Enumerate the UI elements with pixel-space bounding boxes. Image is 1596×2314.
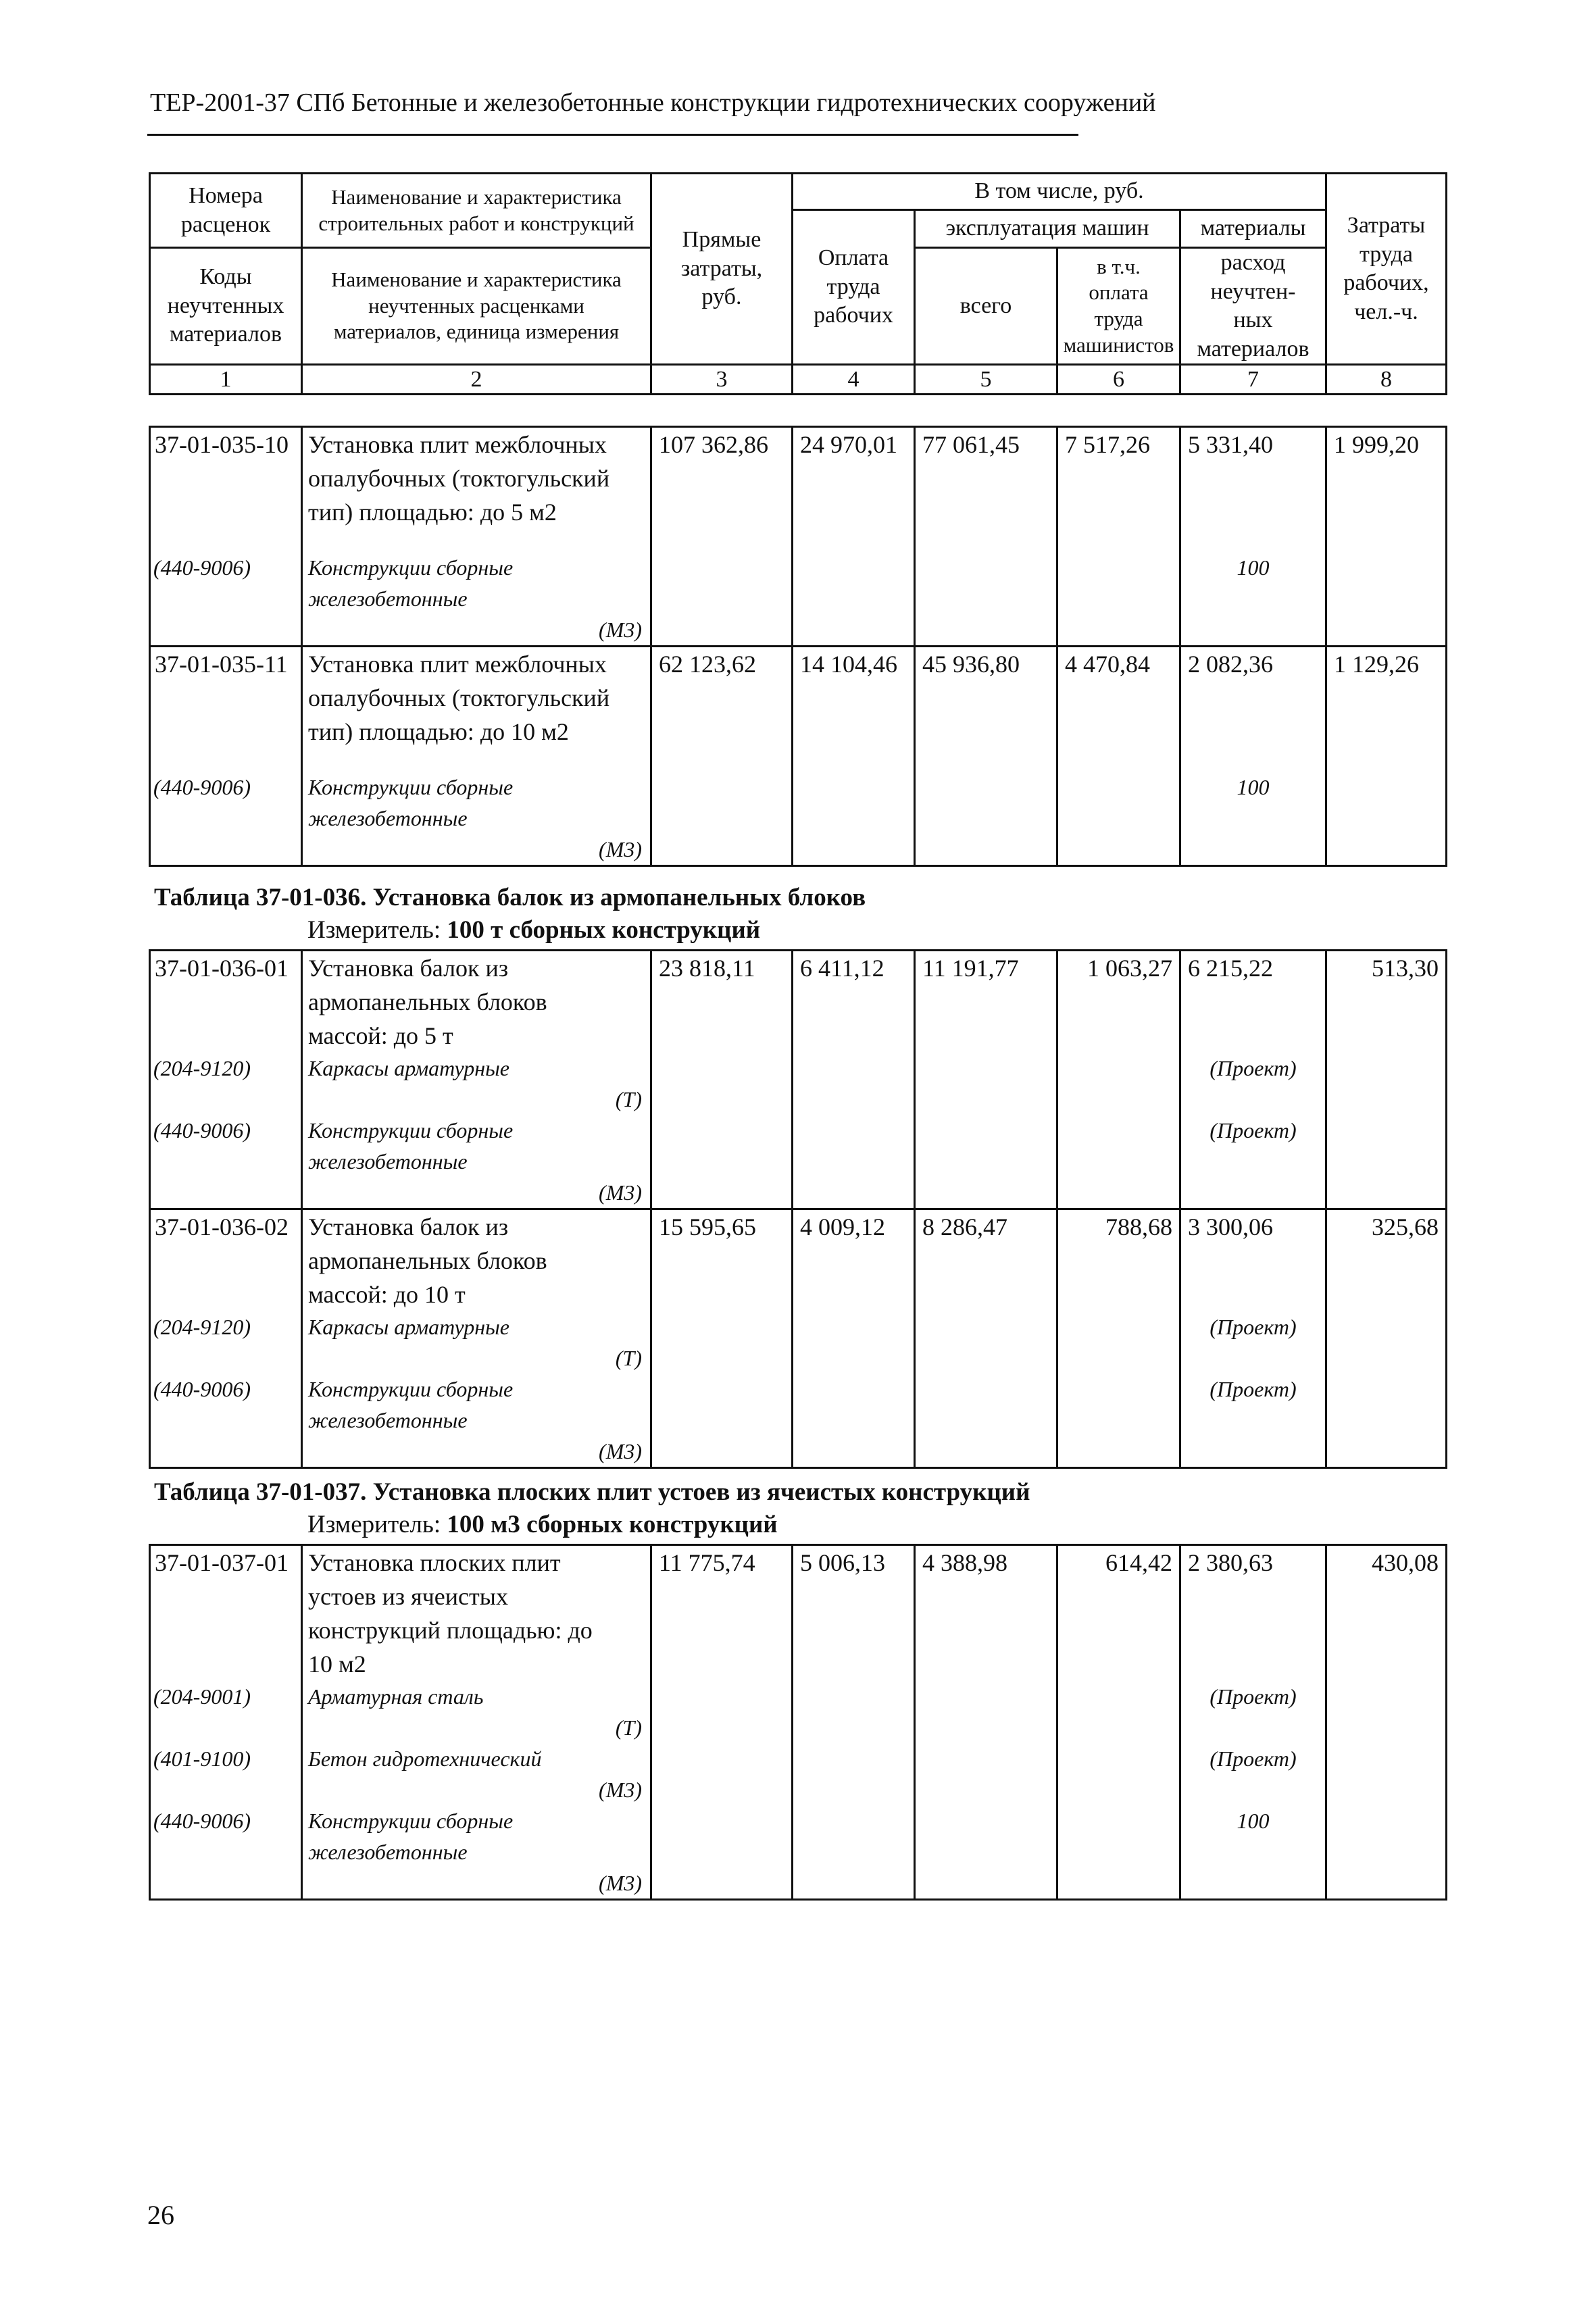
material-unit: (М3) bbox=[599, 1871, 642, 1895]
rate-code-cell bbox=[150, 1545, 302, 1900]
unaccounted-material bbox=[303, 772, 650, 865]
machines-total-cell bbox=[915, 1545, 1057, 1900]
direct-costs-cell bbox=[651, 951, 793, 1209]
material-name-line: Каркасы арматурные bbox=[308, 1056, 509, 1080]
measure-label: Измеритель: bbox=[307, 1511, 447, 1538]
material-name-line: Каркасы арматурные bbox=[308, 1315, 509, 1339]
direct-costs: 62 123,62 bbox=[659, 651, 756, 678]
spacer bbox=[1181, 1580, 1325, 1681]
material-name-line: Арматурная сталь bbox=[308, 1684, 484, 1709]
rate-name-line: 10 м2 bbox=[308, 1651, 366, 1678]
material-code-block bbox=[151, 1311, 301, 1374]
rate-name-line: конструкций площадью: до bbox=[308, 1617, 593, 1644]
machinist-pay: 788,68 bbox=[1105, 1213, 1172, 1240]
material-value-block bbox=[1181, 1053, 1325, 1115]
material-consumption: (Проект) bbox=[1210, 1315, 1297, 1339]
material-unit: (Т) bbox=[615, 1715, 642, 1740]
labor-pay: 14 104,46 bbox=[800, 651, 897, 678]
machinist-pay-cell bbox=[1057, 951, 1180, 1209]
material-code: (204-9120) bbox=[153, 1056, 251, 1080]
machinist-pay-cell bbox=[1057, 1545, 1180, 1900]
direct-costs-cell bbox=[651, 427, 793, 647]
material-unit: (М3) bbox=[599, 618, 642, 642]
rate-name-line: Установка плит межблочных bbox=[308, 431, 607, 458]
material-value-block bbox=[1181, 1311, 1325, 1374]
material-name-line: Бетон гидротехнический bbox=[308, 1746, 542, 1771]
unaccounted-material bbox=[303, 1805, 650, 1898]
material-code-block bbox=[151, 1374, 301, 1467]
header-unaccounted-name: Наименование и характеристика неучтенных расценками материалов, единица измерения bbox=[302, 248, 651, 365]
machines-total: 4 388,98 bbox=[922, 1549, 1007, 1576]
rate-code: 37-01-037-01 bbox=[155, 1549, 289, 1576]
material-code: (440-9006) bbox=[153, 1377, 251, 1401]
page-number: 26 bbox=[147, 2200, 174, 2230]
column-number: 5 bbox=[915, 365, 1057, 395]
header-rate-numbers: Номера расценок bbox=[150, 174, 302, 248]
title-underline bbox=[147, 134, 1078, 136]
machinist-pay-cell bbox=[1057, 647, 1180, 866]
material-code: (440-9006) bbox=[153, 555, 251, 580]
column-number: 6 bbox=[1057, 365, 1180, 395]
machinist-pay: 4 470,84 bbox=[1065, 651, 1150, 678]
material-name-line: Конструкции сборные bbox=[308, 1809, 514, 1833]
rate-name-line: опалубочных (токтогульский bbox=[308, 465, 610, 492]
material-consumption: (Проект) bbox=[1210, 1056, 1297, 1080]
materials-cell bbox=[1180, 951, 1326, 1209]
table-measure bbox=[307, 1510, 778, 1539]
machinist-pay-cell bbox=[1057, 427, 1180, 647]
machinist-pay-cell bbox=[1057, 1209, 1180, 1468]
labor-hours-cell bbox=[1326, 951, 1447, 1209]
labor-pay-cell bbox=[793, 647, 915, 866]
materials-cost: 2 380,63 bbox=[1188, 1549, 1273, 1576]
materials-cell bbox=[1180, 1545, 1326, 1900]
labor-pay: 5 006,13 bbox=[800, 1549, 885, 1576]
material-code-block bbox=[151, 1743, 301, 1805]
rate-row bbox=[150, 427, 1447, 647]
material-name-line: Конструкции сборные bbox=[308, 775, 514, 799]
spacer bbox=[151, 461, 301, 529]
direct-costs: 23 818,11 bbox=[659, 955, 755, 982]
machines-total-cell bbox=[915, 1209, 1057, 1468]
rate-name-line: тип) площадью: до 10 м2 bbox=[308, 718, 569, 745]
machines-total-cell bbox=[915, 647, 1057, 866]
rate-name-cell bbox=[302, 647, 651, 866]
labor-hours: 1 999,20 bbox=[1334, 431, 1419, 458]
header-machine-operation: эксплуатация машин bbox=[915, 210, 1180, 248]
unaccounted-material bbox=[303, 1681, 650, 1743]
rate-name-line: армопанельных блоков bbox=[308, 1247, 547, 1274]
rate-row bbox=[150, 647, 1447, 866]
material-unit: (М3) bbox=[599, 1439, 642, 1463]
material-name-line: железобетонные bbox=[308, 806, 468, 830]
column-number: 4 bbox=[793, 365, 915, 395]
material-unit: (М3) bbox=[599, 1180, 642, 1205]
materials-cell bbox=[1180, 427, 1326, 647]
direct-costs-cell bbox=[651, 647, 793, 866]
material-code-block bbox=[151, 1805, 301, 1898]
labor-pay: 24 970,01 bbox=[800, 431, 897, 458]
machines-total: 45 936,80 bbox=[922, 651, 1020, 678]
rate-table bbox=[149, 949, 1447, 1469]
material-code: (440-9006) bbox=[153, 1118, 251, 1142]
rate-name-line: массой: до 10 т bbox=[308, 1281, 466, 1308]
material-code: (401-9100) bbox=[153, 1746, 251, 1771]
unaccounted-material bbox=[303, 1374, 650, 1467]
rate-name-line: массой: до 5 т bbox=[308, 1022, 453, 1049]
labor-hours-cell bbox=[1326, 1545, 1447, 1900]
materials-cost: 3 300,06 bbox=[1188, 1213, 1273, 1240]
unaccounted-material bbox=[303, 1115, 650, 1208]
labor-pay-cell bbox=[793, 951, 915, 1209]
spacer bbox=[1181, 1244, 1325, 1311]
rate-code-cell bbox=[150, 1209, 302, 1468]
document-title: ТЕР-2001-37 СПб Бетонные и железобетонные конструкции гидротехнических сооружений bbox=[150, 89, 1156, 117]
material-code: (204-9120) bbox=[153, 1315, 251, 1339]
rate-name-line: Установка плоских плит bbox=[308, 1549, 561, 1576]
unaccounted-material bbox=[303, 552, 650, 645]
labor-hours: 325,68 bbox=[1372, 1213, 1439, 1240]
column-number: 7 bbox=[1180, 365, 1326, 395]
material-value-block bbox=[1181, 552, 1325, 645]
rate-name-line: тип) площадью: до 5 м2 bbox=[308, 499, 557, 526]
rate-row bbox=[150, 1545, 1447, 1900]
rate-name-line: Установка балок из bbox=[308, 1213, 509, 1240]
rate-code-cell bbox=[150, 647, 302, 866]
material-value-block bbox=[1181, 1681, 1325, 1743]
header-direct-costs: Прямые затраты, руб. bbox=[651, 174, 793, 365]
spacer bbox=[151, 1580, 301, 1681]
header-work-name: Наименование и характеристика строительных работ и конструкций bbox=[302, 174, 651, 248]
column-number: 1 bbox=[150, 365, 302, 395]
labor-hours-cell bbox=[1326, 427, 1447, 647]
labor-hours: 430,08 bbox=[1372, 1549, 1439, 1576]
rate-name-line: Установка балок из bbox=[308, 955, 509, 982]
materials-cost: 6 215,22 bbox=[1188, 955, 1273, 982]
material-unit: (Т) bbox=[615, 1087, 642, 1111]
header-materials: материалы bbox=[1180, 210, 1326, 248]
labor-hours-cell bbox=[1326, 647, 1447, 866]
spacer bbox=[151, 681, 301, 749]
labor-pay-cell bbox=[793, 1209, 915, 1468]
material-value-block bbox=[1181, 1374, 1325, 1467]
machinist-pay: 1 063,27 bbox=[1087, 955, 1172, 982]
table-title: Таблица 37-01-036. Установка балок из армопанельных блоков bbox=[154, 884, 866, 911]
rate-name-line: армопанельных блоков bbox=[308, 988, 547, 1015]
rate-name-cell bbox=[302, 1545, 651, 1900]
spacer bbox=[151, 985, 301, 1053]
direct-costs-cell bbox=[651, 1209, 793, 1468]
material-unit: (М3) bbox=[599, 1778, 642, 1802]
labor-hours: 513,30 bbox=[1372, 955, 1439, 982]
machinist-pay: 614,42 bbox=[1105, 1549, 1172, 1576]
header-machines-total: всего bbox=[915, 248, 1057, 365]
machines-total-cell bbox=[915, 427, 1057, 647]
material-name-line: Конструкции сборные bbox=[308, 555, 514, 580]
machines-total: 11 191,77 bbox=[922, 955, 1019, 982]
material-code: (440-9006) bbox=[153, 1809, 251, 1833]
material-code-block bbox=[151, 1053, 301, 1115]
material-code: (204-9001) bbox=[153, 1684, 251, 1709]
material-name-line: железобетонные bbox=[308, 1408, 468, 1432]
material-consumption: 100 bbox=[1237, 1809, 1270, 1833]
material-consumption: 100 bbox=[1237, 555, 1270, 580]
material-consumption: (Проект) bbox=[1210, 1377, 1297, 1401]
rate-code-cell bbox=[150, 951, 302, 1209]
rate-name-line: опалубочных (токтогульский bbox=[308, 684, 610, 711]
header-including: В том числе, руб. bbox=[793, 174, 1326, 210]
machines-total: 8 286,47 bbox=[922, 1213, 1007, 1240]
material-code-block bbox=[151, 1681, 301, 1743]
machinist-pay: 7 517,26 bbox=[1065, 431, 1150, 458]
direct-costs: 107 362,86 bbox=[659, 431, 768, 458]
table-measure bbox=[307, 915, 760, 945]
rate-row bbox=[150, 951, 1447, 1209]
material-value-block bbox=[1181, 1805, 1325, 1898]
material-code-block bbox=[151, 772, 301, 865]
material-consumption: 100 bbox=[1237, 775, 1270, 799]
material-name-line: Конструкции сборные bbox=[308, 1118, 514, 1142]
unaccounted-material bbox=[303, 1743, 650, 1805]
rate-name-cell bbox=[302, 1209, 651, 1468]
rate-name-cell bbox=[302, 951, 651, 1209]
spacer bbox=[1181, 461, 1325, 529]
labor-hours-cell bbox=[1326, 1209, 1447, 1468]
materials-cost: 2 082,36 bbox=[1188, 651, 1273, 678]
column-number: 2 bbox=[302, 365, 651, 395]
measure-value: 100 м3 сборных конструкций bbox=[447, 1511, 778, 1538]
material-consumption: (Проект) bbox=[1210, 1118, 1297, 1142]
rate-code: 37-01-036-01 bbox=[155, 955, 289, 982]
header-labor-pay: Оплата труда рабочих bbox=[793, 210, 915, 365]
labor-pay-cell bbox=[793, 1545, 915, 1900]
materials-cell bbox=[1180, 647, 1326, 866]
column-number: 8 bbox=[1326, 365, 1447, 395]
material-name-line: Конструкции сборные bbox=[308, 1377, 514, 1401]
header-labor-hours: Затраты труда рабочих, чел.-ч. bbox=[1326, 174, 1447, 365]
labor-pay: 6 411,12 bbox=[800, 955, 884, 982]
rate-code: 37-01-035-10 bbox=[155, 431, 289, 458]
unaccounted-material bbox=[303, 1311, 650, 1374]
column-number: 3 bbox=[651, 365, 793, 395]
table-title: Таблица 37-01-037. Установка плоских плит устоев из ячеистых конструкций bbox=[154, 1478, 1030, 1506]
machines-total-cell bbox=[915, 951, 1057, 1209]
rate-code-cell bbox=[150, 427, 302, 647]
header-material-consumption: расход неучтен- ных материалов bbox=[1180, 248, 1326, 365]
material-unit: (М3) bbox=[599, 837, 642, 861]
spacer bbox=[1181, 681, 1325, 749]
header-table bbox=[149, 172, 1447, 395]
unaccounted-material bbox=[303, 1053, 650, 1115]
material-consumption: (Проект) bbox=[1210, 1684, 1297, 1709]
spacer bbox=[151, 1244, 301, 1311]
machines-total: 77 061,45 bbox=[922, 431, 1020, 458]
material-consumption: (Проект) bbox=[1210, 1746, 1297, 1771]
material-code: (440-9006) bbox=[153, 775, 251, 799]
material-name-line: железобетонные bbox=[308, 586, 468, 611]
measure-value: 100 т сборных конструкций bbox=[447, 916, 761, 944]
direct-costs-cell bbox=[651, 1545, 793, 1900]
materials-cell bbox=[1180, 1209, 1326, 1468]
direct-costs: 11 775,74 bbox=[659, 1549, 755, 1576]
labor-pay-cell bbox=[793, 427, 915, 647]
rate-code: 37-01-035-11 bbox=[155, 651, 288, 678]
rate-name-cell bbox=[302, 427, 651, 647]
material-name-line: железобетонные bbox=[308, 1840, 468, 1864]
material-value-block bbox=[1181, 772, 1325, 865]
direct-costs: 15 595,65 bbox=[659, 1213, 756, 1240]
labor-pay: 4 009,12 bbox=[800, 1213, 885, 1240]
header-unaccounted-codes: Коды неучтенных материалов bbox=[150, 248, 302, 365]
spacer bbox=[1181, 985, 1325, 1053]
material-name-line: железобетонные bbox=[308, 1149, 468, 1174]
rate-code: 37-01-036-02 bbox=[155, 1213, 289, 1240]
material-value-block bbox=[1181, 1115, 1325, 1208]
rate-name-line: Установка плит межблочных bbox=[308, 651, 607, 678]
material-value-block bbox=[1181, 1743, 1325, 1805]
header-machinist-pay: в т.ч. оплата труда машинистов bbox=[1057, 248, 1180, 365]
material-code-block bbox=[151, 1115, 301, 1208]
measure-label: Измеритель: bbox=[307, 916, 447, 944]
rate-row bbox=[150, 1209, 1447, 1468]
rate-table bbox=[149, 1544, 1447, 1901]
rate-table bbox=[149, 426, 1447, 867]
labor-hours: 1 129,26 bbox=[1334, 651, 1419, 678]
material-unit: (Т) bbox=[615, 1346, 642, 1370]
rate-name-line: устоев из ячеистых bbox=[308, 1583, 508, 1610]
materials-cost: 5 331,40 bbox=[1188, 431, 1273, 458]
material-code-block bbox=[151, 552, 301, 645]
